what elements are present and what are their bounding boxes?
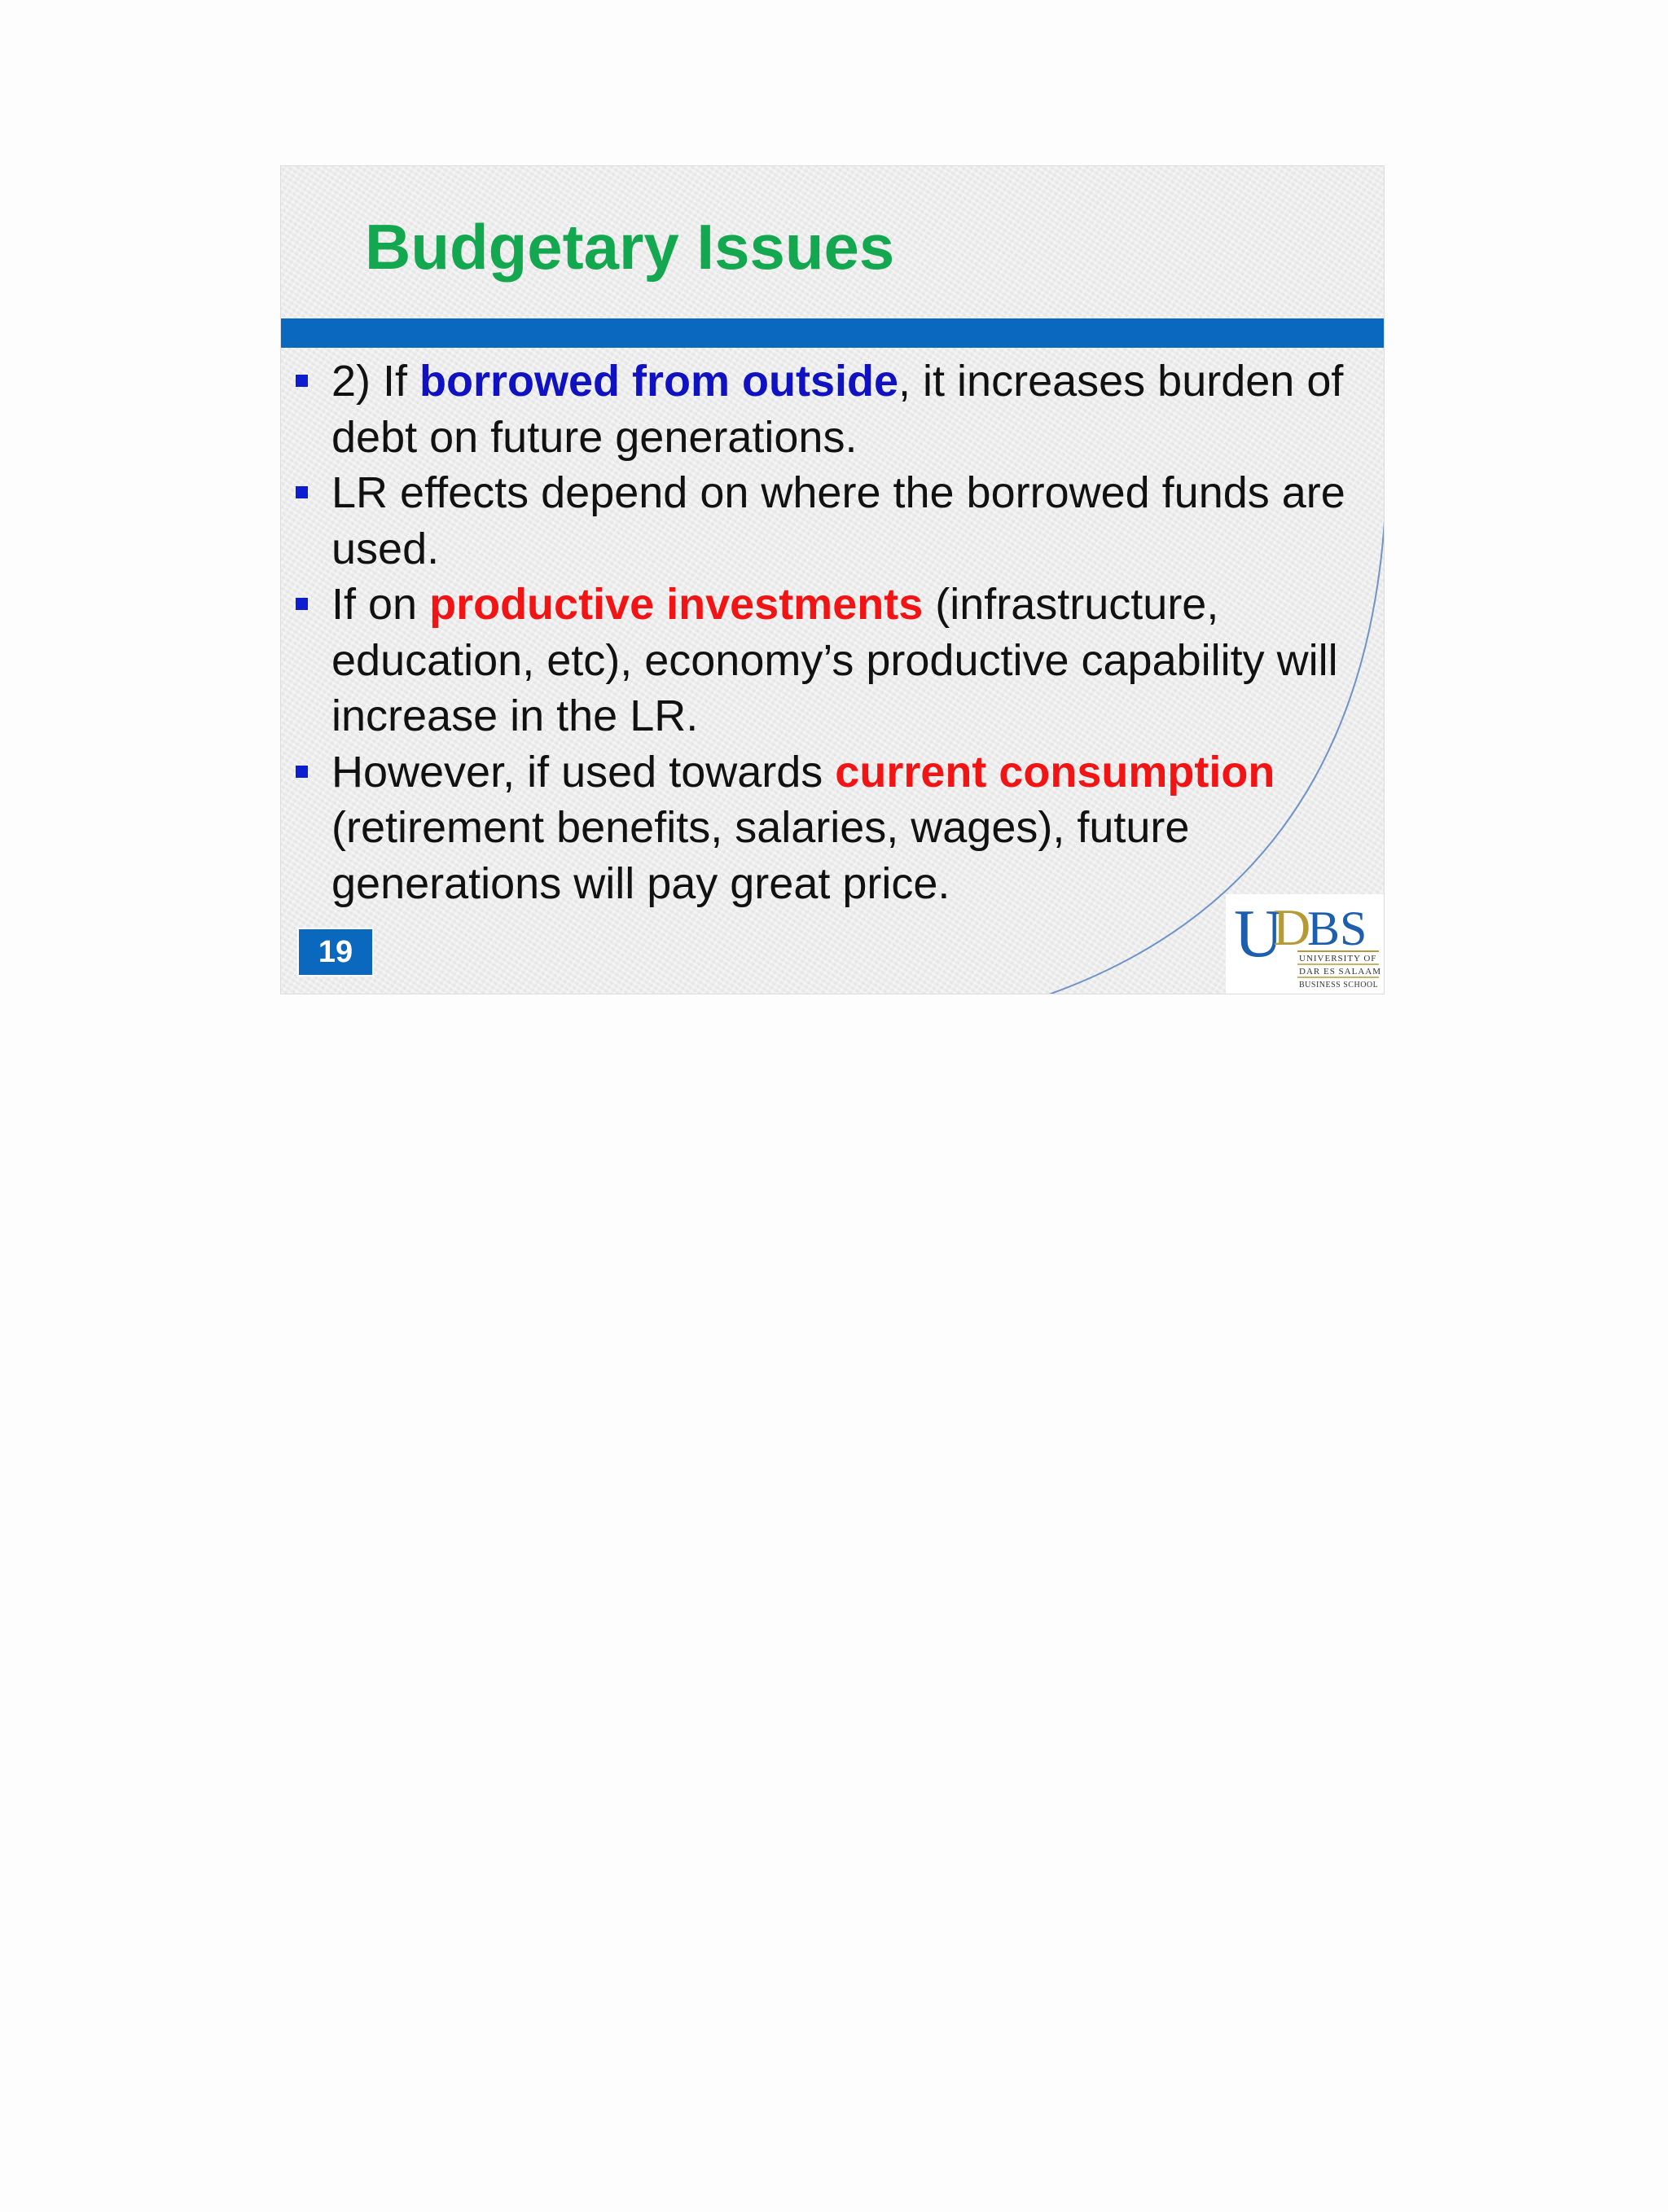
square-bullet-icon <box>296 375 308 387</box>
logo-text-dar-es-salaam: DAR ES SALAAM <box>1299 967 1382 977</box>
udbs-logo <box>1226 894 1384 994</box>
logo-text-university: UNIVERSITY OF <box>1299 954 1377 963</box>
logo-letter-d: D <box>1273 898 1311 956</box>
bullet-text: , it increases burden of debt on future generations. <box>331 357 1344 462</box>
bullet-highlight: productive investments <box>429 580 924 629</box>
square-bullet-icon <box>296 486 308 498</box>
slide-number: 19 <box>297 928 374 977</box>
logo-text-business-school: BUSINESS SCHOOL <box>1299 981 1379 990</box>
bullet-item <box>281 577 1385 744</box>
logo-letters-bs: BS <box>1307 902 1367 955</box>
bullet-text: However, if used towards <box>331 747 836 797</box>
square-bullet-icon <box>296 598 308 610</box>
bullet-text: (infrastructure, education, etc), economy’s productive capability will increase in the LR. <box>331 580 1338 740</box>
bullet-list <box>281 353 1385 911</box>
slide-title: Budgetary Issues <box>365 211 895 283</box>
bullet-highlight: current consumption <box>835 747 1275 797</box>
bullet-item <box>281 465 1385 577</box>
bullet-item <box>281 353 1385 465</box>
bullet-text: LR effects depend on where the borrowed funds are used. <box>331 468 1345 573</box>
title-divider-bar <box>281 318 1384 348</box>
bullet-highlight: borrowed from outside <box>419 357 899 406</box>
bullet-text: 2) If <box>331 357 420 406</box>
bullet-text: (retirement benefits, salaries, wages), future generations will pay great price. <box>331 803 1190 908</box>
slide <box>280 165 1385 994</box>
udbs-logo-graphic <box>1226 894 1384 994</box>
bullet-text: If on <box>331 580 430 629</box>
logo-letter-u: U <box>1234 896 1284 972</box>
square-bullet-icon <box>296 766 308 778</box>
bullet-item <box>281 744 1385 912</box>
